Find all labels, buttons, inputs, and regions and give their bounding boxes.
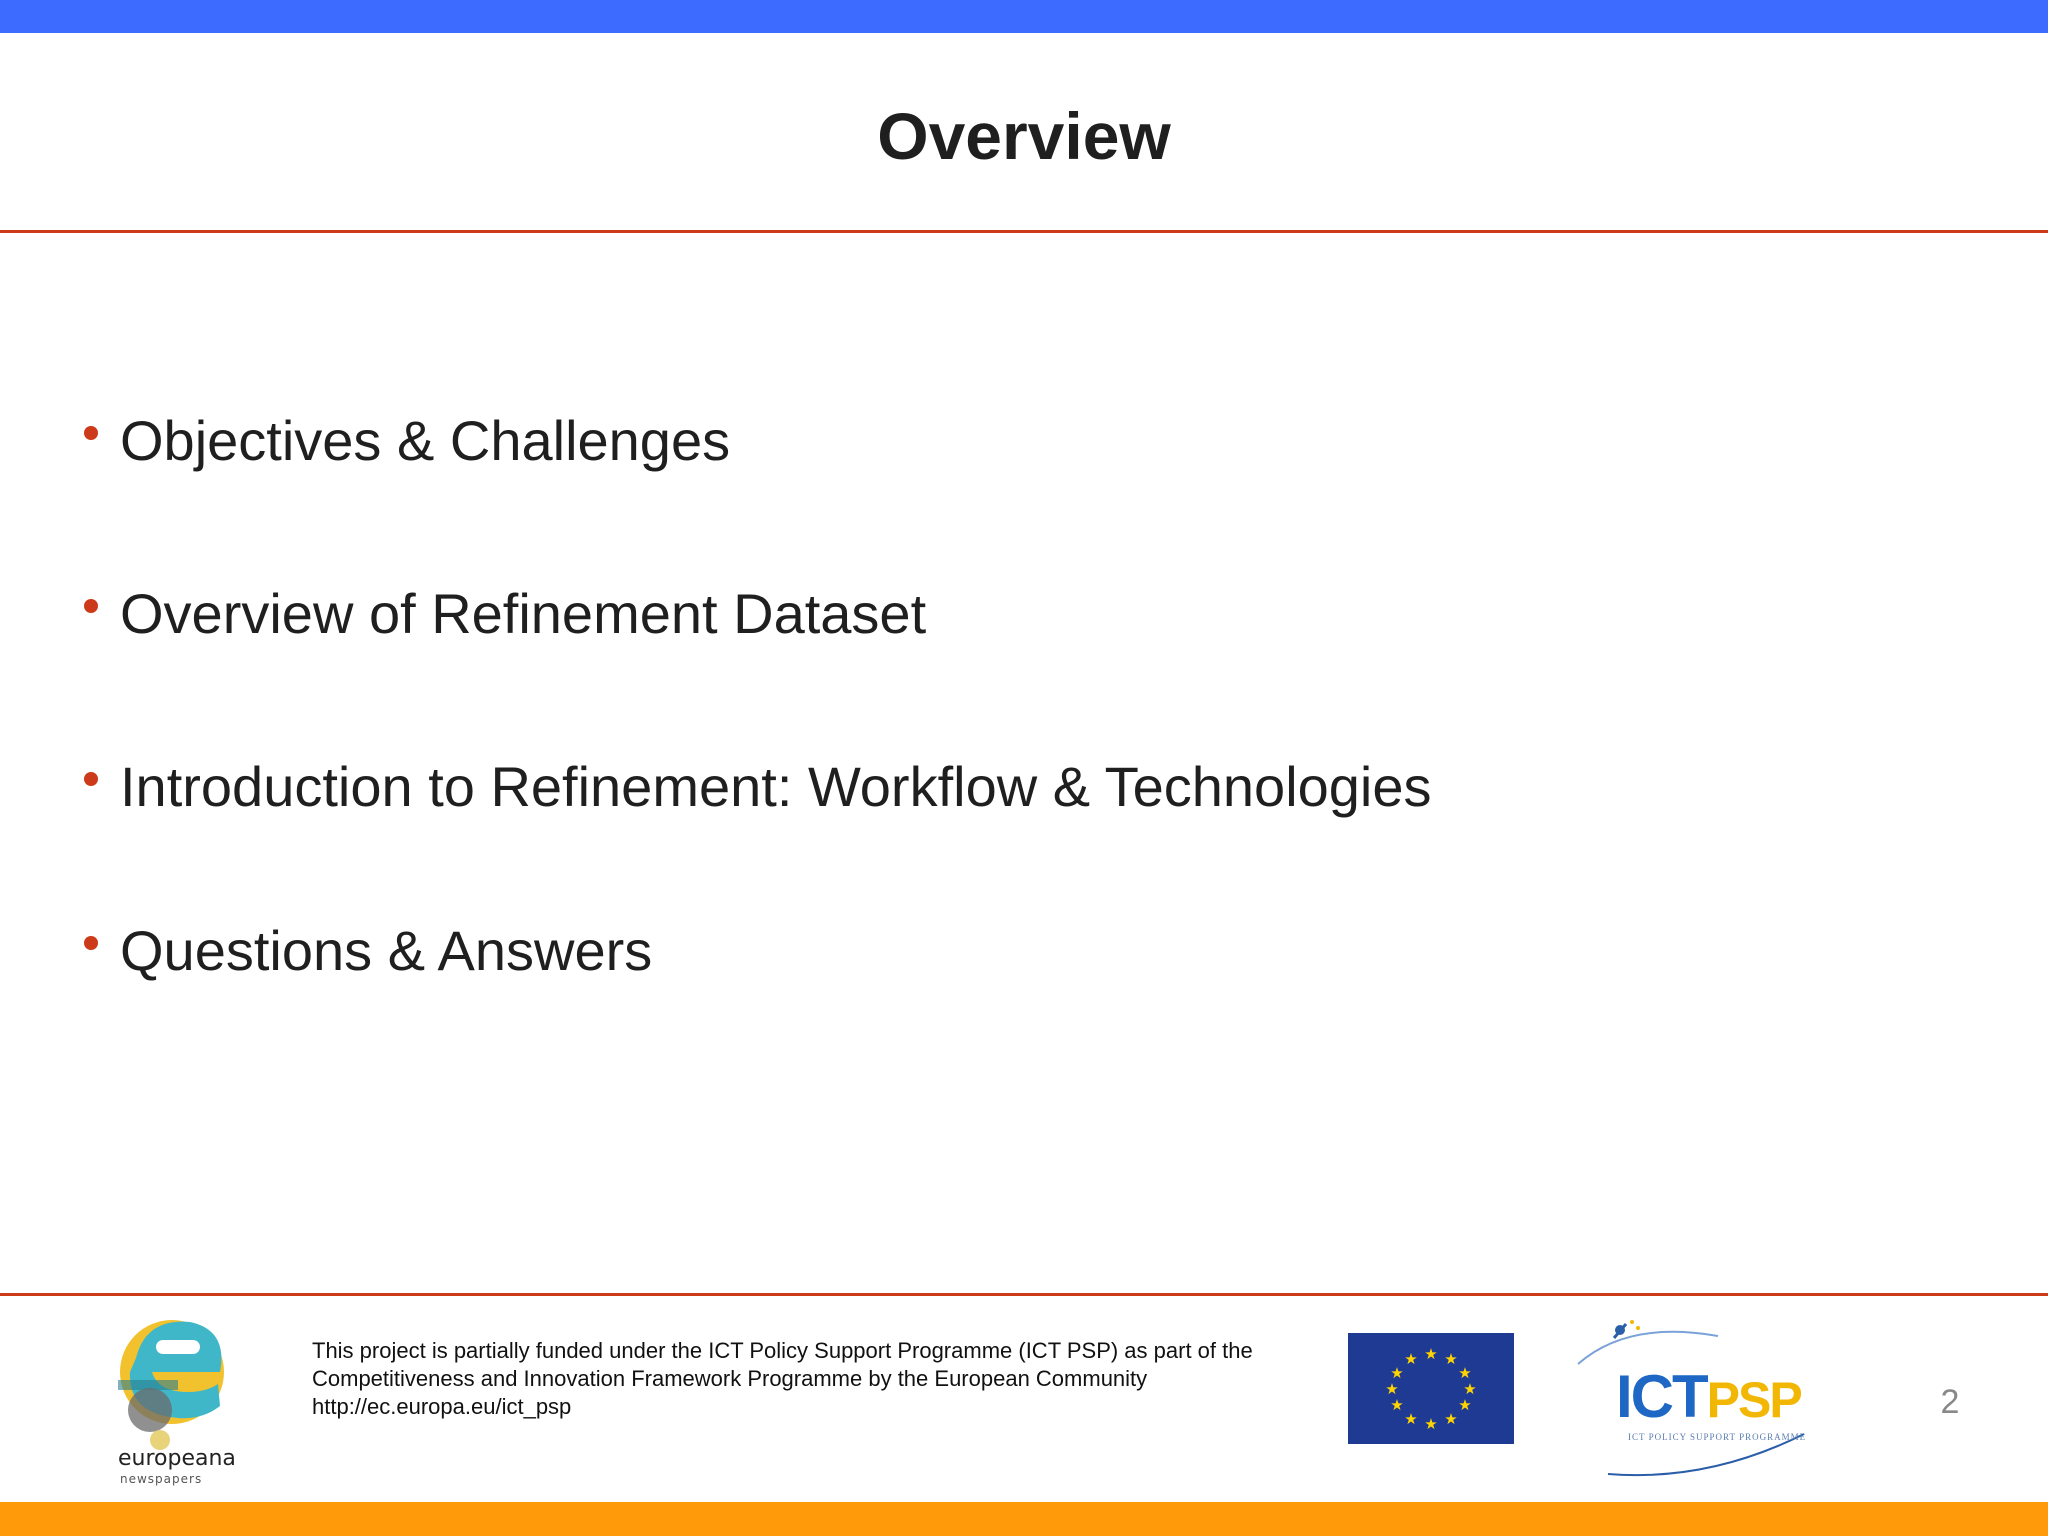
bullet-dot-icon — [84, 936, 98, 950]
svg-text:★: ★ — [1404, 1350, 1418, 1368]
slide-title: Overview — [877, 99, 1171, 173]
svg-text:★: ★ — [1444, 1410, 1458, 1428]
funding-line: Competitiveness and Innovation Framework Programme by the European Community — [312, 1366, 1148, 1391]
funding-line: This project is partially funded under the ICT Policy Support Programme (ICT PSP) as part of the — [312, 1338, 1253, 1363]
bullet-item — [84, 752, 1432, 822]
ictpsp-logo — [1568, 1314, 1808, 1484]
bullet-dot-icon — [84, 599, 98, 613]
bullet-item — [84, 916, 652, 986]
bullet-item — [84, 579, 926, 649]
svg-text:★: ★ — [1390, 1364, 1404, 1382]
bullet-dot-icon — [84, 772, 98, 786]
bullet-dot-icon — [84, 426, 98, 440]
page-number: 2 — [1940, 1383, 1960, 1421]
svg-text:★: ★ — [1458, 1396, 1472, 1414]
bullet-item — [84, 406, 730, 476]
svg-text:★: ★ — [1424, 1345, 1438, 1363]
svg-text:★: ★ — [1385, 1380, 1399, 1398]
funding-notice — [312, 1337, 1332, 1421]
europeana-subtitle: newspapers — [120, 1472, 203, 1486]
europeana-wordmark: europeana — [118, 1446, 236, 1471]
svg-text:★: ★ — [1390, 1396, 1404, 1414]
ictpsp-subtitle: ICT POLICY SUPPORT PROGRAMME — [1628, 1432, 1807, 1442]
svg-text:★: ★ — [1463, 1380, 1477, 1398]
bullet-text: Objectives & Challenges — [120, 409, 731, 472]
bullet-text: Introduction to Refinement: Workflow & Technologies — [120, 755, 1432, 818]
bullet-text: Questions & Answers — [120, 919, 653, 982]
svg-text:★: ★ — [1444, 1350, 1458, 1368]
svg-text:★: ★ — [1404, 1410, 1418, 1428]
psp-text: PSP — [1706, 1372, 1801, 1428]
eu-flag-icon — [1348, 1333, 1514, 1444]
bottom-accent-bar — [0, 1502, 2048, 1536]
ict-text: ICT — [1616, 1363, 1707, 1430]
svg-text:★: ★ — [1424, 1415, 1438, 1433]
funding-link[interactable]: http://ec.europa.eu/ict_psp — [312, 1394, 572, 1419]
footer-divider — [0, 1293, 2048, 1296]
bullet-text: Overview of Refinement Dataset — [120, 582, 927, 645]
ictpsp-wordmark — [1616, 1362, 1801, 1435]
svg-text:★: ★ — [1458, 1364, 1472, 1382]
